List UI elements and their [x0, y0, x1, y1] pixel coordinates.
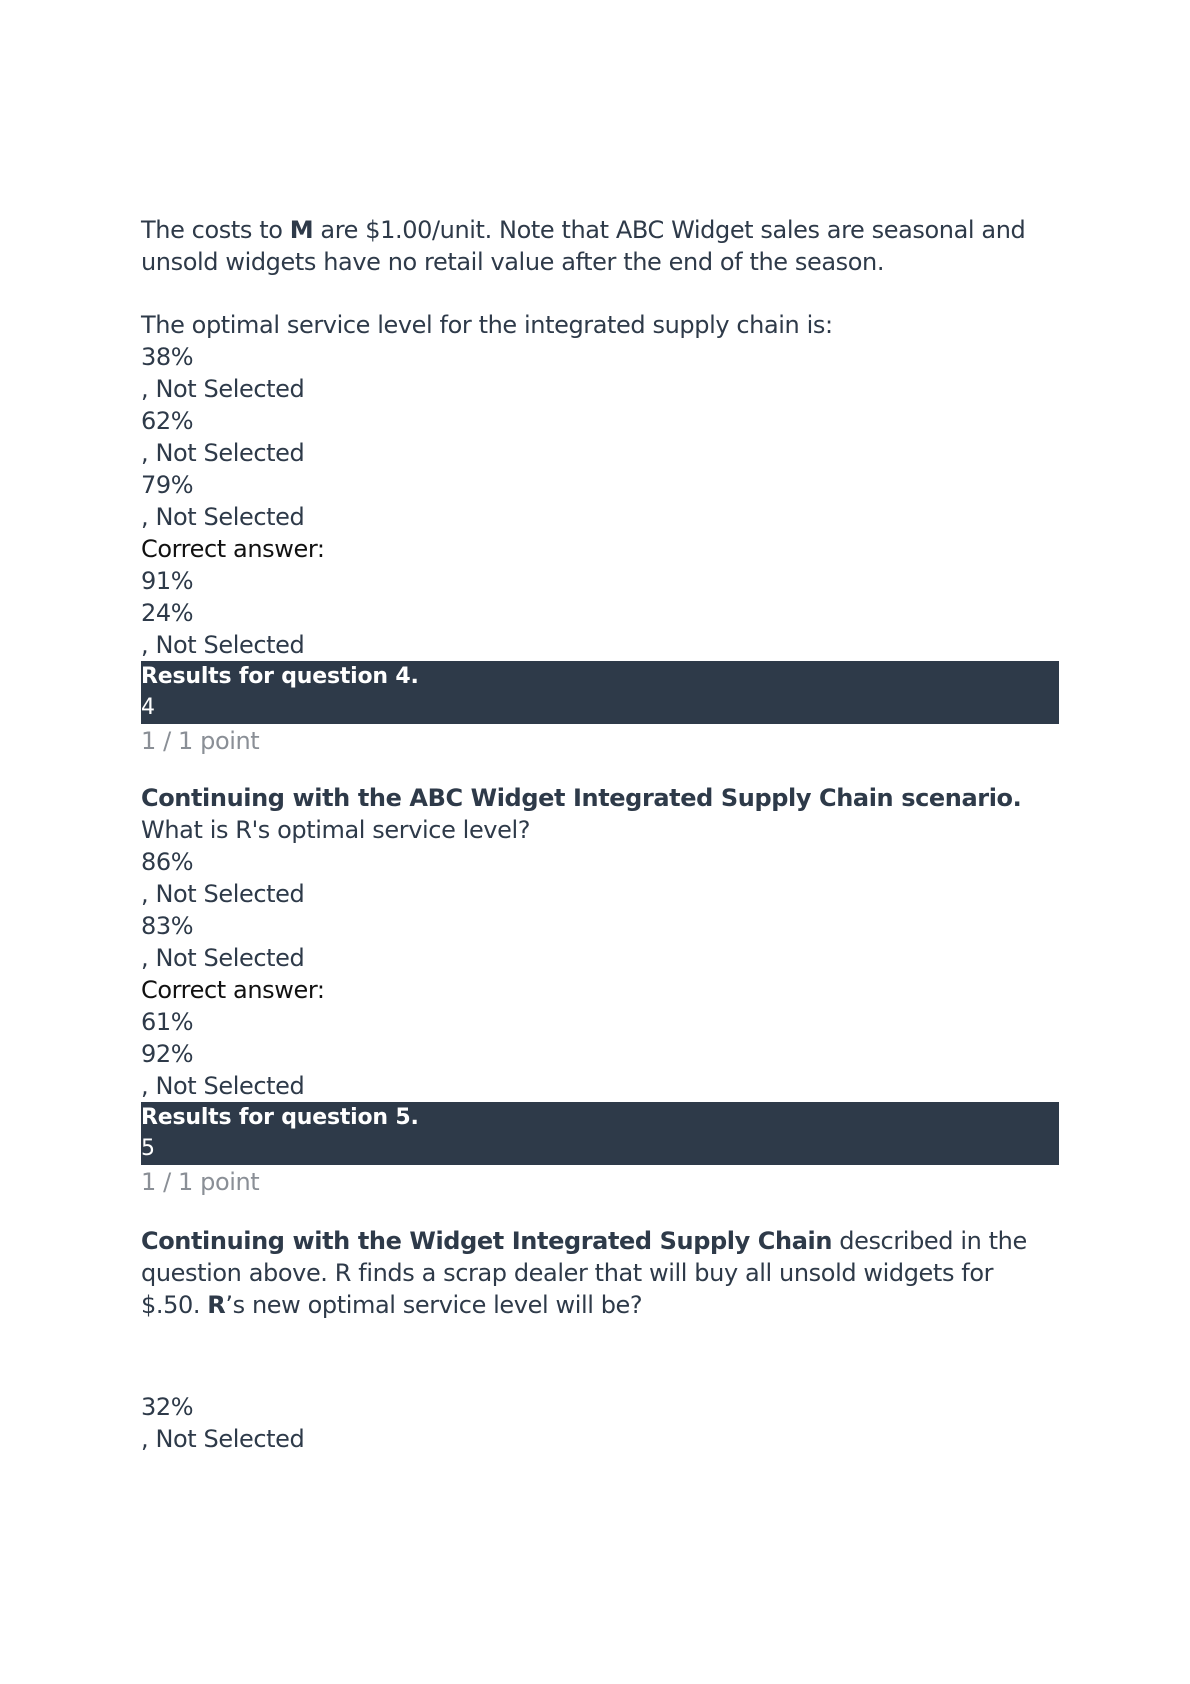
q4-prompt: The optimal service level for the integrated supply chain is: [141, 311, 833, 339]
q4-results-bar [141, 661, 1059, 724]
q5-option-61[interactable]: 61% [141, 1008, 194, 1036]
q4-correct-label: Correct answer: [141, 535, 325, 563]
q5-option-83-status: , Not Selected [141, 944, 305, 972]
q6-prompt-rest: ’s new optimal service level will be? [225, 1291, 643, 1319]
q6-option-32-status: , Not Selected [141, 1425, 305, 1453]
intro-paragraph [141, 214, 1059, 278]
q4-option-24[interactable]: 24% [141, 599, 194, 627]
q5-correct-label: Correct answer: [141, 976, 325, 1004]
intro-text-rest: are $1.00/unit. Note that ABC Widget sales are seasonal and unsold widgets have no retail value after the end of the season. [141, 216, 1026, 276]
q5-option-86-status: , Not Selected [141, 880, 305, 908]
q4-option-62[interactable]: 62% [141, 407, 194, 435]
q4-option-91[interactable]: 91% [141, 567, 194, 595]
q4-option-79[interactable]: 79% [141, 471, 194, 499]
q5-option-83[interactable]: 83% [141, 912, 194, 940]
q4-option-24-status: , Not Selected [141, 631, 305, 659]
q6-option-32[interactable]: 32% [141, 1393, 194, 1421]
q6-prompt-bold-r: R [207, 1291, 226, 1319]
q4-option-38-status: , Not Selected [141, 375, 305, 403]
quiz-content [141, 214, 1059, 1455]
q4-points: 1 / 1 point [141, 727, 260, 755]
q5-option-86[interactable]: 86% [141, 848, 194, 876]
q4-option-38[interactable]: 38% [141, 343, 194, 371]
q4-option-79-status: , Not Selected [141, 503, 305, 531]
q6-prompt-mid: described in the question above. R finds a scrap dealer that will buy all unsold widgets for $.50. [141, 1227, 1027, 1319]
q5-prompt [141, 782, 1059, 846]
q6-prompt [141, 1225, 1059, 1321]
q5-prompt-rest: What is R's optimal service level? [141, 816, 531, 844]
intro-bold-m: M [289, 216, 314, 244]
q5-option-92[interactable]: 92% [141, 1040, 194, 1068]
q4-results-title: Results for question 4. [141, 664, 419, 689]
q5-results-title: Results for question 5. [141, 1105, 419, 1130]
q4-option-62-status: , Not Selected [141, 439, 305, 467]
q4-results-number: 4 [141, 695, 155, 720]
q5-prompt-bold: Continuing with the ABC Widget Integrated Supply Chain scenario. [141, 784, 1022, 812]
q6-prompt-bold: Continuing with the Widget Integrated Supply Chain [141, 1227, 833, 1255]
q5-results-bar [141, 1102, 1059, 1165]
intro-text: The costs to [141, 216, 290, 244]
q5-option-92-status: , Not Selected [141, 1072, 305, 1100]
q5-points: 1 / 1 point [141, 1168, 260, 1196]
q5-results-number: 5 [141, 1136, 155, 1161]
